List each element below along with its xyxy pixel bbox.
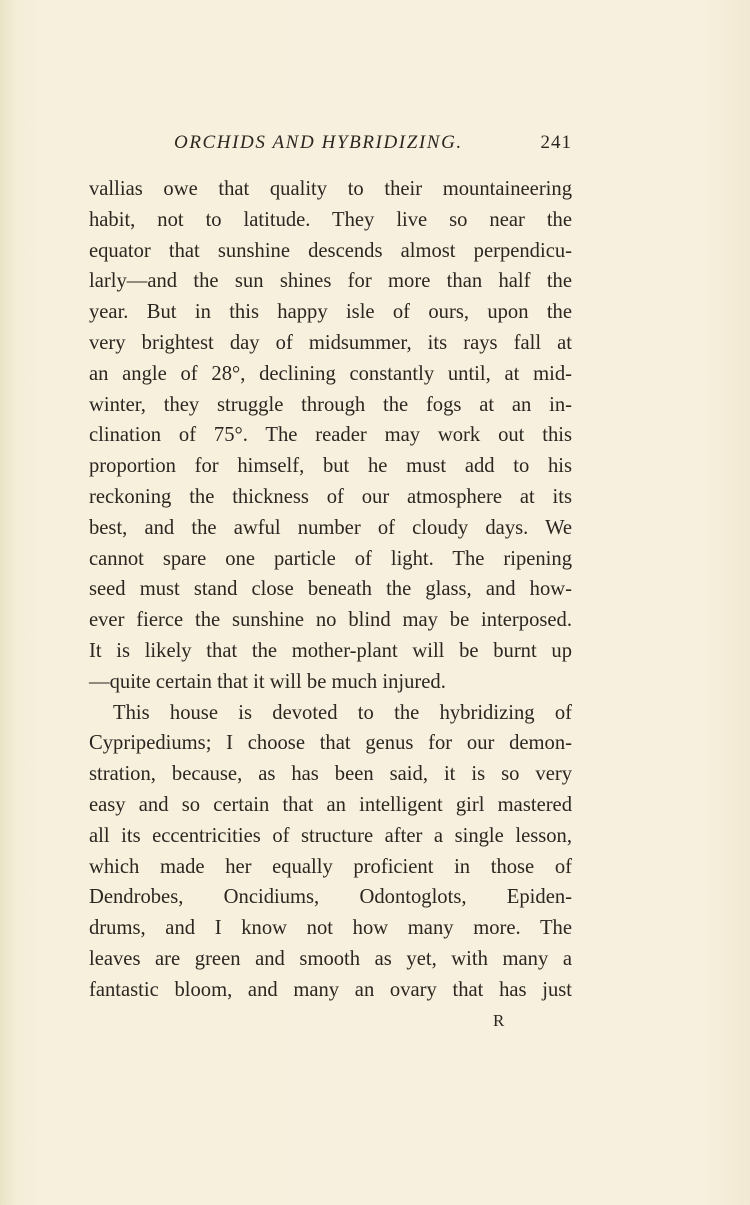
text-line: leaves are green and smooth as yet, with many a (89, 947, 572, 970)
running-head (88, 132, 572, 160)
text-line: Dendrobes, Oncidiums, Odontoglots, Epiden- (89, 886, 572, 909)
text-line: best, and the awful number of cloudy days. We (89, 516, 572, 539)
text-line: proportion for himself, but he must add to his (89, 455, 572, 478)
paragraph-start-line: This house is devoted to the hybridizing of (113, 701, 572, 724)
signature-mark: R (493, 1011, 506, 1030)
text-line: vallias owe that quality to their mountaineering (89, 178, 572, 200)
text-line: It is likely that the mother-plant will be burnt up (89, 639, 572, 662)
text-line: all its eccentricities of structure after a single lesson, (89, 824, 572, 847)
text-line: winter, they struggle through the fogs at an in- (89, 393, 572, 416)
page-number: 241 (540, 132, 572, 153)
running-title: ORCHIDS AND HYBRIDIZING. (174, 132, 463, 153)
text-line: larly—and the sun shines for more than half the (89, 270, 572, 293)
body-text (89, 174, 572, 1006)
paragraph-end-line: —quite certain that it will be much injured. (89, 670, 446, 693)
text-line: easy and so certain that an intelligent girl mastered (89, 793, 572, 816)
text-line: habit, not to latitude. They live so near the (89, 208, 572, 231)
text-line: year. But in this happy isle of ours, upon the (89, 301, 572, 324)
text-line: stration, because, as has been said, it is so very (89, 763, 572, 786)
text-line: drums, and I know not how many more. The (89, 917, 572, 940)
text-line: very brightest day of midsummer, its rays fall at (89, 331, 572, 354)
text-line: fantastic bloom, and many an ovary that has just (89, 978, 572, 1001)
text-line: which made her equally proficient in those of (89, 855, 572, 878)
text-line: cannot spare one particle of light. The ripening (89, 547, 572, 570)
text-line: an angle of 28°, declining constantly until, at mid- (89, 362, 572, 385)
text-line: Cypripediums; I choose that genus for our demon- (89, 732, 572, 755)
text-line: equator that sunshine descends almost perpendicu- (89, 239, 572, 262)
text-line: reckoning the thickness of our atmosphere at its (89, 485, 572, 508)
text-line: ever fierce the sunshine no blind may be interposed. (89, 609, 572, 632)
text-line: seed must stand close beneath the glass, and how- (89, 578, 572, 601)
text-line: clination of 75°. The reader may work out this (89, 424, 572, 447)
